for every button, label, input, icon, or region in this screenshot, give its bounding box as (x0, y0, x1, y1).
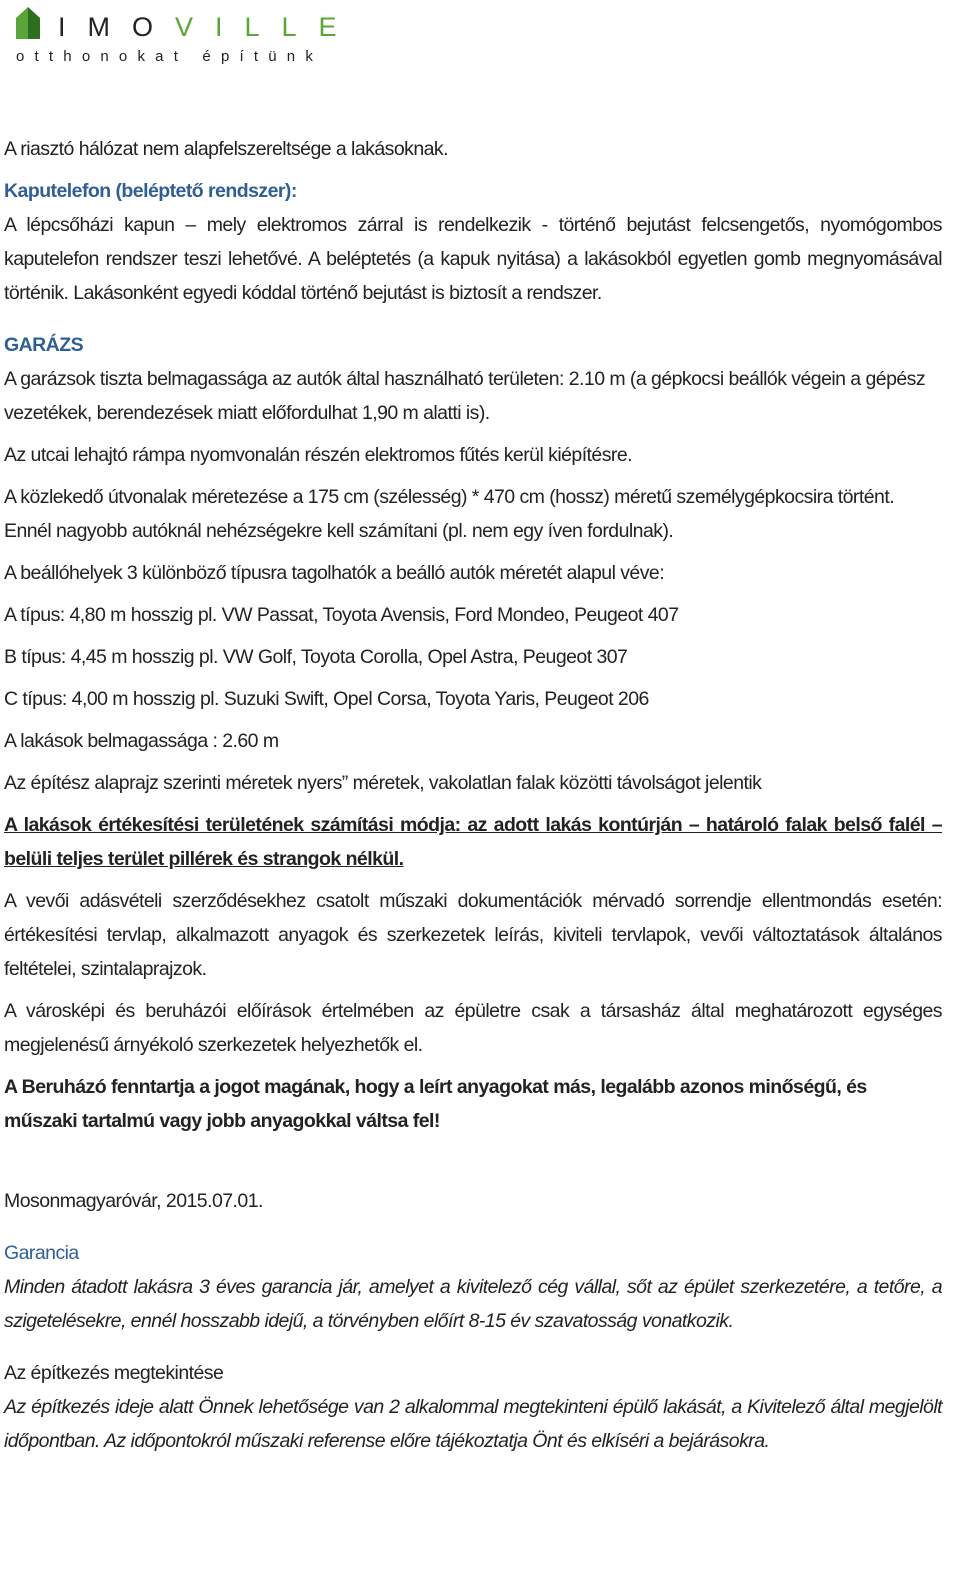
brand-tagline: otthonokat építünk (16, 48, 324, 65)
garage-height-paragraph: A garázsok tiszta belmagassága az autók által használható területen: 2.10 m (a gépkocsi beállók végein a gépész vezetékek, berendezések miatt előfordulhat 1,90 m alatti is). (4, 368, 926, 424)
alarm-paragraph: A riasztó hálózat nem alapfelszereltsége a lakásoknak. (4, 138, 448, 160)
documents-order-paragraph: A vevői adásvételi szerződésekhez csatolt műszaki dokumentációk mérvadó sorrendje ellentmondás esetén: értékesítési tervlap, alkalmazott anyagok és szerkezetek leírás, kiviteli tervlapok, vevői változtatások általános feltételei, szintalaprajzok. (4, 890, 942, 980)
area-calculation-paragraph: A lakások értékesítési területének számítási módja: az adott lakás kontúrján – határoló falak belső falél – belüli teljes terület pillérek és strangok nélkül. (4, 814, 942, 870)
type-b-line: B típus: 4,45 m hosszig pl. VW Golf, Toyota Corolla, Opel Astra, Peugeot 307 (4, 646, 628, 668)
ceiling-height-line: A lakások belmagassága : 2.60 m (4, 730, 279, 752)
brand-name-dark: IMO (58, 12, 175, 42)
brand-name (58, 12, 359, 43)
warranty-heading: Garancia (4, 1242, 79, 1264)
document-body (4, 132, 942, 1458)
ramp-paragraph: Az utcai lehajtó rámpa nyomvonalán részén elektromos fűtés kerül kiépítésre. (4, 444, 633, 466)
leaf-logo-icon (12, 6, 44, 40)
reservation-paragraph: A Beruházó fenntartja a jogot magának, hogy a leírt anyagokat más, legalább azonos minőségű, és műszaki tartalmú vagy jobb anyagokkal váltsa fel! (4, 1076, 867, 1132)
garage-heading: GARÁZS (4, 334, 84, 356)
place-date: Mosonmagyaróvár, 2015.07.01. (4, 1190, 263, 1212)
shading-paragraph: A városképi és beruházói előírások értelmében az épületre csak a társasház által meghatározott egységes megjelenésű árnyékoló szerkezetek helyezhetők el. (4, 1000, 942, 1056)
type-c-line: C típus: 4,00 m hosszig pl. Suzuki Swift, Opel Corsa, Toyota Yaris, Peugeot 206 (4, 688, 649, 710)
routes-paragraph: A közlekedő útvonalak méretezése a 175 cm (szélesség) * 470 cm (hossz) méretű személygépkocsira történt. Ennél nagyobb autóknál nehézségekre kell számítani (pl. nem egy íven fordulnak). (4, 486, 895, 542)
site-visit-heading: Az építkezés megtekintése (4, 1362, 224, 1384)
architect-dimensions-line: Az építész alaprajz szerinti méretek nyers” méretek, vakolatlan falak közötti távolságot jelentik (4, 772, 762, 794)
brand-name-green: VILLE (175, 12, 359, 42)
intercom-paragraph: A lépcsőházi kapun – mely elektromos zárral is rendelkezik - történő bejutást felcsengetős, nyomógombos kaputelefon rendszer teszi lehetővé. A beléptetés (a kapuk nyitása) a lakásokból egyetlen gomb megnyomásával történik. Lakásonként egyedi kóddal történő bejutást is biztosít a rendszer. (4, 214, 942, 304)
site-visit-paragraph: Az építkezés ideje alatt Önnek lehetősége van 2 alkalommal megtekinteni épülő lakását, a Kivitelező által megjelölt időpontban. Az időpontokról műszaki referense előre tájékoztatja Önt és elkíséri a bejárásokra. (4, 1396, 942, 1452)
company-header (12, 6, 359, 66)
type-a-line: A típus: 4,80 m hosszig pl. VW Passat, Toyota Avensis, Ford Mondeo, Peugeot 407 (4, 604, 679, 626)
warranty-paragraph: Minden átadott lakásra 3 éves garancia jár, amelyet a kivitelező cég vállal, sőt az épület szerkezetére, a tetőre, a szigetelésekre, ennél hosszabb idejű, a törvényben előírt 8-15 év szavatosság vonatkozik. (4, 1276, 942, 1332)
intercom-heading: Kaputelefon (beléptető rendszer): (4, 180, 297, 202)
parking-types-paragraph: A beállóhelyek 3 különböző típusra tagolhatók a beálló autók méretét alapul véve: (4, 562, 665, 584)
